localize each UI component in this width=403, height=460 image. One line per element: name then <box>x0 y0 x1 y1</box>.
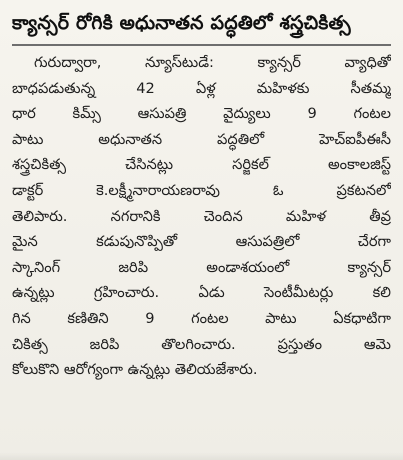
article-line: స్కానింగ్‌ జరిపి అండాశయంలో క్యాన్సర్‌ <box>12 258 391 276</box>
article-line: పాటు అధునాతన పద్ధతిలో హెచ్‌ఐపీఈసీ <box>12 130 391 148</box>
article-line: కోలుకొని ఆరోగ్యంగా ఉన్నట్లు తెలియజేశారు. <box>12 361 258 379</box>
article-headline: క్యాన్సర్‌ రోగికి అధునాతన పద్ధతిలో శస్త్రచికిత్స <box>12 12 351 34</box>
article-line: చికిత్స జరిపి తొలగించారు. ప్రస్తుతం ఆమె <box>12 335 391 353</box>
article-line: బాధపడుతున్న 42 ఏళ్ల మహిళకు సీతమ్మ <box>12 79 391 97</box>
article-line: తెలిపారు. నగరానికి చెందిన మహిళ తీవ్ర <box>12 207 391 225</box>
paper-bottom-edge <box>0 452 403 460</box>
headline-divider <box>12 44 391 46</box>
article-line: గిన కణితిని 9 గంటల పాటు ఏకధాటిగా <box>12 309 391 327</box>
article-body <box>12 50 391 383</box>
article-line: మైన కడుపునొప్పితో ఆసుపత్రిలో చేరగా <box>12 233 391 251</box>
article-line: ఉన్నట్లు గ్రహించారు. ఏడు సెంటీమీటర్లు కలి <box>12 284 391 302</box>
article-line: డాక్టర్‌ కె.లక్ష్మీనారాయణరావు ఓ ప్రకటనలో <box>12 181 391 199</box>
article-line: ధార కిమ్స్‌ ఆసుపత్రి వైద్యులు 9 గంటల <box>12 105 391 123</box>
article-line: శస్త్రచికిత్స చేసినట్లు సర్జికల్‌ అంకాలజిస్ట్‌ <box>12 156 391 174</box>
article-line: గురుద్వారా, న్యూస్‌టుడే: క్యాన్సర్‌ వ్యాధితో <box>34 54 391 71</box>
